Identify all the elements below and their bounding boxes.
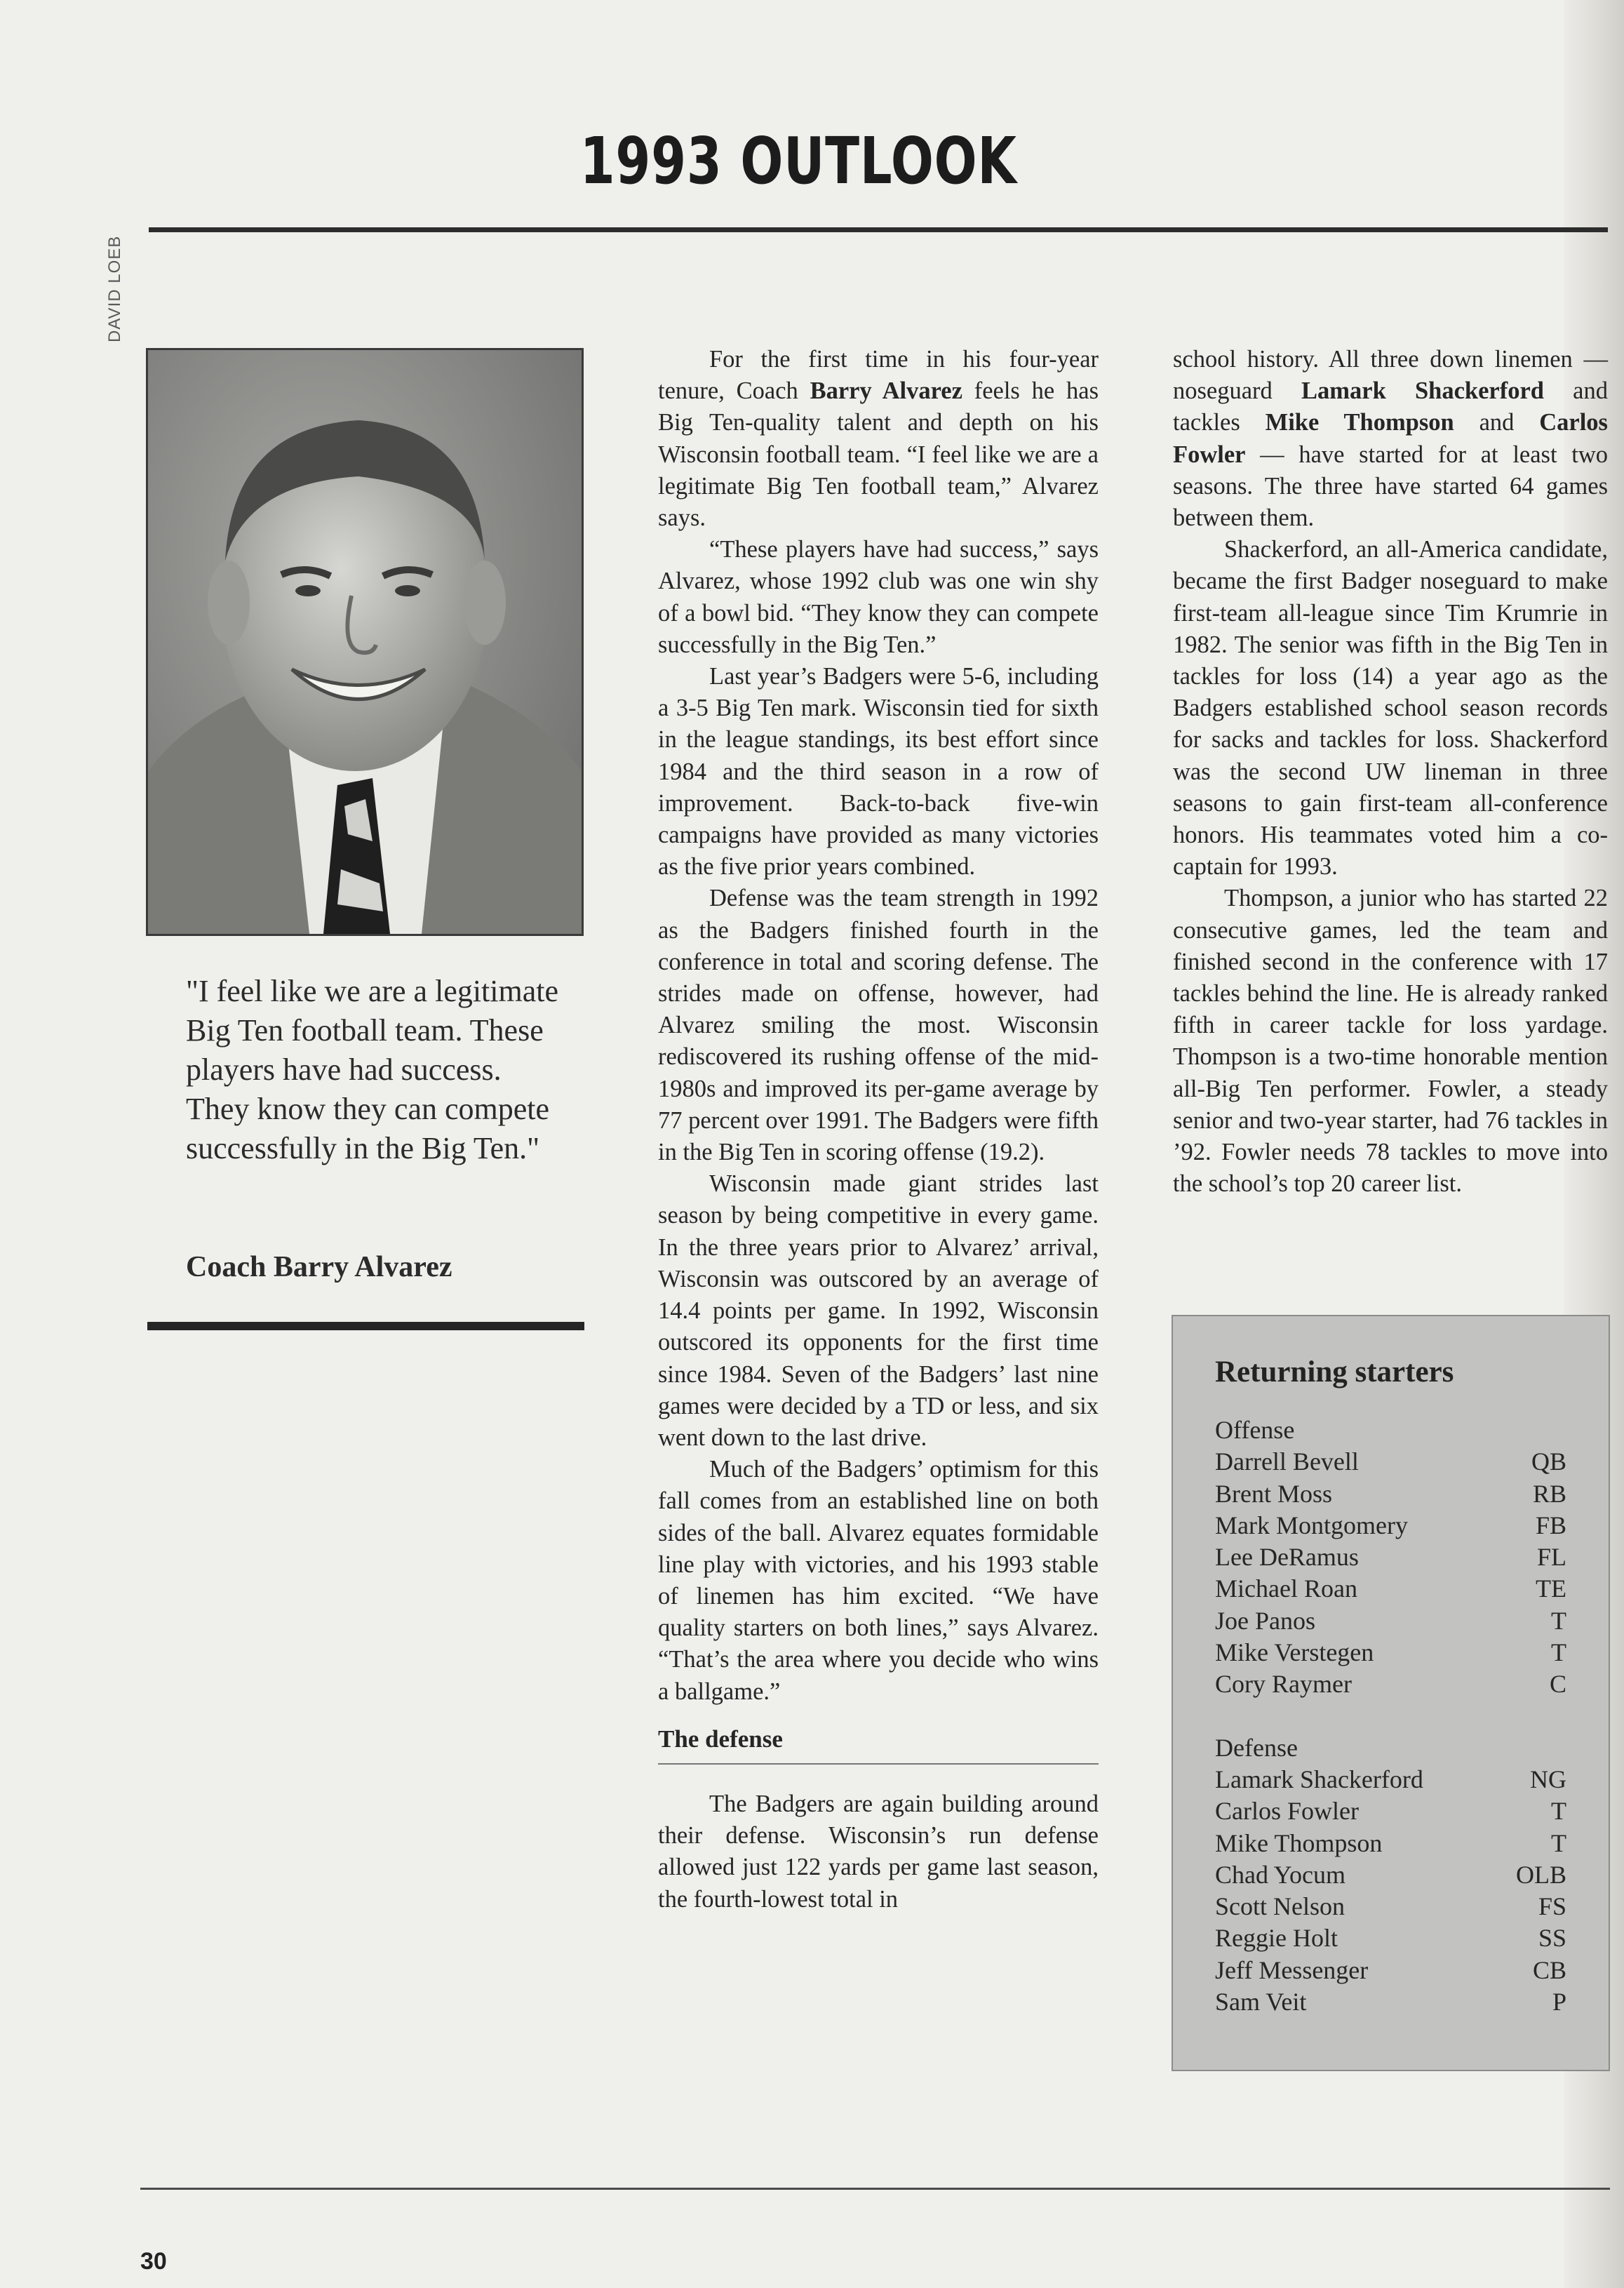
roster-row [1215, 1986, 1566, 2018]
portrait-illustration [148, 350, 582, 934]
footer-rule [140, 2188, 1610, 2190]
roster-row [1215, 1922, 1566, 1954]
offense-label: Offense [1215, 1416, 1295, 1444]
page-title: 1993 OUTLOOK [579, 123, 1017, 199]
roster-row [1215, 1541, 1566, 1573]
paragraph: The Badgers are again building around their defense. Wisconsin’s run defense allowed just 122 yards per game last season, the fourth-lowest total in [658, 1790, 1099, 1913]
returning-starters-title: Returning starters [1215, 1356, 1454, 1389]
player-name: Jeff Messenger [1215, 1955, 1369, 1984]
coach-portrait-photo [146, 348, 584, 936]
section-heading-defense: The defense [658, 1723, 1099, 1765]
roster-row [1215, 1764, 1566, 1795]
paragraph: Much of the Badgers’ optimism for this fall comes from an established line on both sides of the ball. Alvarez equates formidable line play with victories, and his 1993 stable of linemen has him excited. “We have quality starters on both lines,” says Alvarez. “That’s the area where you decide who wins a ballgame.” [658, 1456, 1099, 1705]
player-position: FS [1538, 1892, 1566, 1921]
player-position: FB [1535, 1511, 1566, 1539]
returning-starters-box [1172, 1315, 1610, 2071]
player-position: T [1551, 1638, 1566, 1667]
player-name: Carlos Fowler [1215, 1797, 1359, 1826]
player-position: TE [1536, 1574, 1566, 1603]
player-name: Joe Panos [1215, 1606, 1315, 1635]
article-column-1 [658, 344, 1099, 1915]
pull-quote-rule [147, 1322, 584, 1330]
player-name: Mike Verstegen [1215, 1638, 1374, 1667]
paragraph: Defense was the team strength in 1992 as the Badgers finished fourth in the conference in total and scoring defense. The strides made on offense, however, had Alvarez smiling the most. Wisconsin rediscovered its rushing offense of the mid-1980s and improved its per-game average by 77 percent over 1991. The Badgers were fifth in the Big Ten in scoring offense (19.2). [658, 885, 1099, 1166]
coach-name: Barry Alvarez [810, 377, 962, 405]
roster-row [1215, 1637, 1566, 1668]
player-name: Darrell Bevell [1215, 1447, 1359, 1476]
pull-quote: "I feel like we are a legitimate Big Ten football team. These players have had success. They know they can compete successfully in the Big Ten." [186, 974, 559, 1165]
player-position: FL [1536, 1543, 1566, 1572]
roster-row [1215, 1859, 1566, 1891]
roster-row [1215, 1795, 1566, 1827]
page-number: 30 [140, 2248, 167, 2275]
player-position: OLB [1516, 1860, 1566, 1889]
player-position: CB [1532, 1955, 1566, 1984]
offense-roster [1215, 1446, 1566, 1700]
player-name: Scott Nelson [1215, 1892, 1345, 1921]
paragraph: “These players have had success,” says Alvarez, whose 1992 club was one win shy of a bowl bid. “They know they can compete successfully in the Big Ten.” [658, 536, 1099, 658]
player-position: RB [1532, 1479, 1566, 1508]
player-name: Chad Yocum [1215, 1860, 1346, 1889]
player-position: P [1552, 1988, 1566, 2016]
player-name: Michael Roan [1215, 1574, 1357, 1603]
player-name: Brent Moss [1215, 1479, 1333, 1508]
title-rule [149, 227, 1608, 232]
player-position: QB [1531, 1447, 1566, 1476]
player-position: NG [1530, 1765, 1566, 1793]
roster-row [1215, 1573, 1566, 1605]
paragraph: For the first time in his four-year tenure, Coach Barry Alvarez feels he has Big Ten-quality talent and depth on his Wisconsin football team. “I feel like we are a legitimate Big Ten football team,” Alvarez says. [658, 346, 1099, 532]
player-position: T [1551, 1828, 1566, 1857]
roster-row [1215, 1478, 1566, 1510]
roster-row [1215, 1605, 1566, 1637]
player-position: T [1551, 1606, 1566, 1635]
article-column-2 [1173, 344, 1608, 1200]
photo-credit: DAVID LOEB [105, 235, 124, 342]
paragraph: Wisconsin made giant strides last season by being competitive in every game. In the three years prior to Alvarez’ arrival, Wisconsin was outscored by an average of 14.4 points per game. In 1992, Wisconsin outscored its opponents for the first time since 1984. Seven of the Badgers’ last nine games were decided by a TD or less, and six went down to the last drive. [658, 1170, 1099, 1451]
player-name: Lamark Shackerford [1215, 1765, 1423, 1793]
roster-row [1215, 1510, 1566, 1541]
defense-label: Defense [1215, 1733, 1298, 1762]
paragraph: Shackerford, an all-America candidate, became the first Badger noseguard to make first-team all-league since Tim Krumrie in 1982. The senior was fifth in the Big Ten in tackles for loss (14) a year ago as the Badgers established school season records for sacks and tackles for loss. Shackerford was the second UW lineman in three seasons to gain first-team all-conference honors. His teammates voted him a co-captain for 1993. [1173, 536, 1608, 881]
defense-roster [1215, 1764, 1566, 2018]
player-name: Reggie Holt [1215, 1924, 1338, 1953]
player-name: Sam Veit [1215, 1988, 1307, 2016]
paragraph: Last year’s Badgers were 5-6, including a 3-5 Big Ten mark. Wisconsin tied for sixth in the league standings, its best effort since 1984 and the third season in a row of improvement. Back-to-back five-win campaigns have provided as many victories as the five prior years combined. [658, 663, 1099, 881]
player-position: C [1549, 1670, 1566, 1699]
paragraph: Thompson, a junior who has started 22 consecutive games, led the team and finished second in the conference with 17 tackles behind the line. He is already ranked fifth in career tackle for loss yardage. Thompson is a two-time honorable mention all-Big Ten performer. Fowler, a steady senior and two-year starter, had 76 tackles in ’92. Fowler needs 78 tackles to move into the school’s top 20 career list. [1173, 885, 1608, 1198]
roster-row [1215, 1668, 1566, 1700]
player-name: Cory Raymer [1215, 1670, 1352, 1699]
player-position: SS [1538, 1924, 1566, 1953]
player-name: Mark Montgomery [1215, 1511, 1408, 1539]
roster-row [1215, 1828, 1566, 1859]
player-name: Lee DeRamus [1215, 1543, 1359, 1572]
player-name: Mike Thompson [1215, 1828, 1383, 1857]
roster-row [1215, 1891, 1566, 1922]
roster-row [1215, 1446, 1566, 1478]
pull-quote-attribution: Coach Barry Alvarez [186, 1251, 452, 1283]
paragraph: school history. All three down linemen — noseguard Lamark Shackerford and tackles Mike Thompson and Carlos Fowler — have started for at least two seasons. The three have started 64 games between them. [1173, 346, 1608, 532]
player-position: T [1551, 1797, 1566, 1826]
roster-row [1215, 1955, 1566, 1986]
